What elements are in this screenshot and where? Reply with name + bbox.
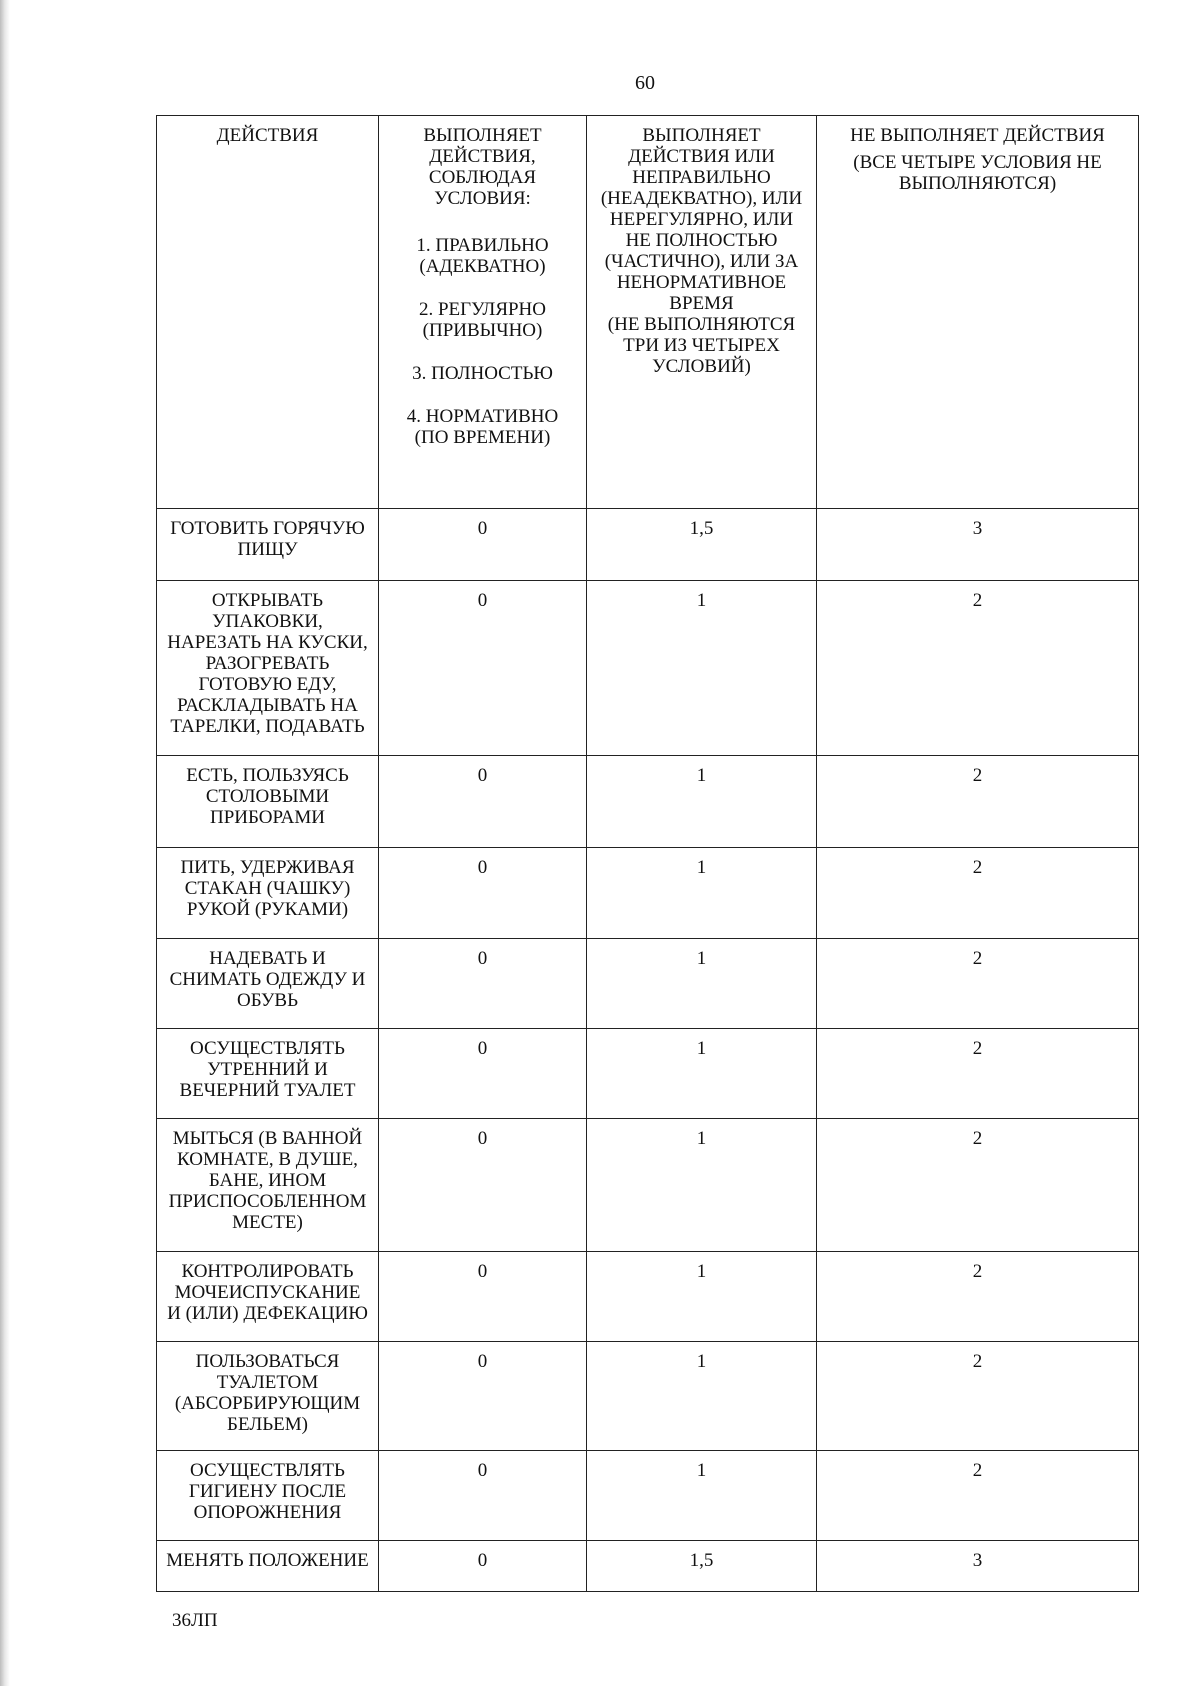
header-partial-label: ВЫПОЛНЯЕТ ДЕЙСТВИЯ ИЛИ НЕПРАВИЛЬНО (НЕАДЕКВАТНО), ИЛИ НЕРЕГУЛЯРНО, ИЛИ НЕ ПОЛНОСТЬЮ (ЧАСТИЧНО), ИЛИ ЗА НЕНОРМАТИВНОЕ ВРЕМЯ (НЕ ВЫПОЛНЯЮТСЯ ТРИ ИЗ ЧЕТЫРЕХ УСЛОВИЙ) — [600, 125, 803, 377]
score-none-cell — [817, 939, 1139, 1029]
score-none-cell — [817, 1029, 1139, 1119]
table-row — [157, 1451, 1139, 1541]
score-value: 0 — [477, 518, 488, 539]
header-none — [817, 116, 1139, 509]
score-value: 0 — [477, 765, 488, 786]
table-row — [157, 756, 1139, 848]
score-value: 1,5 — [689, 518, 714, 539]
table-row — [157, 1541, 1139, 1592]
condition-item: 3. ПОЛНОСТЬЮ — [412, 363, 553, 384]
conditions-list — [383, 235, 582, 448]
action-cell — [157, 939, 379, 1029]
score-value: 0 — [477, 1550, 488, 1571]
score-partial-cell — [587, 1119, 817, 1252]
action-cell — [157, 1541, 379, 1592]
score-partial-cell — [587, 581, 817, 756]
score-value: 1 — [696, 765, 707, 786]
action-label: КОНТРОЛИРОВАТЬ МОЧЕИСПУСКАНИЕ И (ИЛИ) ДЕФЕКАЦИЮ — [167, 1261, 368, 1324]
score-value: 3 — [972, 1550, 983, 1571]
score-value: 0 — [477, 590, 488, 611]
score-value: 1,5 — [689, 1550, 714, 1571]
score-partial-cell — [587, 1029, 817, 1119]
score-partial-cell — [587, 1451, 817, 1541]
score-none-cell — [817, 1541, 1139, 1592]
score-full-cell — [379, 1252, 587, 1342]
action-label: ПИТЬ, УДЕРЖИВАЯ СТАКАН (ЧАШКУ) РУКОЙ (РУКАМИ) — [180, 857, 355, 920]
score-value: 2 — [972, 1261, 983, 1282]
score-value: 0 — [477, 1128, 488, 1149]
table-row — [157, 1252, 1139, 1342]
score-value: 0 — [477, 948, 488, 969]
score-value: 1 — [696, 1351, 707, 1372]
action-cell — [157, 756, 379, 848]
table-row — [157, 939, 1139, 1029]
score-partial-cell — [587, 939, 817, 1029]
page-number: 60 — [635, 72, 655, 94]
table-row — [157, 1342, 1139, 1451]
action-cell — [157, 1119, 379, 1252]
score-value: 0 — [477, 1261, 488, 1282]
action-label: МЕНЯТЬ ПОЛОЖЕНИЕ — [166, 1550, 369, 1571]
table-row — [157, 581, 1139, 756]
score-full-cell — [379, 1342, 587, 1451]
footer-code: 36ЛП — [172, 1610, 218, 1631]
header-none-note: (ВСЕ ЧЕТЫРЕ УСЛОВИЯ НЕ ВЫПОЛНЯЮТСЯ) — [853, 152, 1102, 194]
score-value: 1 — [696, 1128, 707, 1149]
score-value: 0 — [477, 857, 488, 878]
action-label: МЫТЬСЯ (В ВАННОЙ КОМНАТЕ, В ДУШЕ, БАНЕ, ИНОМ ПРИСПОСОБЛЕННОМ МЕСТЕ) — [168, 1128, 367, 1233]
score-partial-cell — [587, 509, 817, 581]
score-value: 1 — [696, 1038, 707, 1059]
action-cell — [157, 1252, 379, 1342]
score-full-cell — [379, 581, 587, 756]
score-value: 2 — [972, 1351, 983, 1372]
score-none-cell — [817, 581, 1139, 756]
action-label: ПОЛЬЗОВАТЬСЯ ТУАЛЕТОМ (АБСОРБИРУЮЩИМ БЕЛЬЕМ) — [174, 1351, 361, 1435]
header-action-label: ДЕЙСТВИЯ — [216, 125, 319, 146]
assessment-table — [156, 115, 1139, 1592]
score-value: 2 — [972, 1460, 983, 1481]
score-value: 1 — [696, 1460, 707, 1481]
score-value: 1 — [696, 1261, 707, 1282]
action-cell — [157, 1451, 379, 1541]
score-partial-cell — [587, 1342, 817, 1451]
action-label: ОСУЩЕСТВЛЯТЬ УТРЕННИЙ И ВЕЧЕРНИЙ ТУАЛЕТ — [179, 1038, 356, 1101]
action-cell — [157, 1342, 379, 1451]
score-value: 2 — [972, 948, 983, 969]
action-cell — [157, 581, 379, 756]
condition-item: 4. НОРМАТИВНО (ПО ВРЕМЕНИ) — [406, 406, 559, 448]
score-partial-cell — [587, 848, 817, 939]
action-cell — [157, 1029, 379, 1119]
score-none-cell — [817, 509, 1139, 581]
table-row — [157, 848, 1139, 939]
score-partial-cell — [587, 1252, 817, 1342]
header-row — [157, 116, 1139, 509]
action-cell — [157, 848, 379, 939]
table-row — [157, 1119, 1139, 1252]
score-value: 0 — [477, 1351, 488, 1372]
score-none-cell — [817, 1342, 1139, 1451]
score-value: 1 — [696, 948, 707, 969]
header-none-title: НЕ ВЫПОЛНЯЕТ ДЕЙСТВИЯ — [850, 125, 1105, 146]
score-none-cell — [817, 1252, 1139, 1342]
header-action — [157, 116, 379, 509]
score-value: 2 — [972, 1038, 983, 1059]
header-full — [379, 116, 587, 509]
action-cell — [157, 509, 379, 581]
scan-edge — [0, 0, 10, 1686]
score-value: 2 — [972, 1128, 983, 1149]
condition-item: 2. РЕГУЛЯРНО (ПРИВЫЧНО) — [418, 299, 547, 341]
score-full-cell — [379, 756, 587, 848]
table-row — [157, 1029, 1139, 1119]
score-value: 0 — [477, 1460, 488, 1481]
condition-item: 1. ПРАВИЛЬНО (АДЕКВАТНО) — [416, 235, 549, 277]
table-row — [157, 509, 1139, 581]
score-none-cell — [817, 756, 1139, 848]
action-label: ОСУЩЕСТВЛЯТЬ ГИГИЕНУ ПОСЛЕ ОПОРОЖНЕНИЯ — [188, 1460, 347, 1523]
score-full-cell — [379, 509, 587, 581]
score-value: 2 — [972, 765, 983, 786]
score-value: 0 — [477, 1038, 488, 1059]
score-value: 3 — [972, 518, 983, 539]
header-full-title: ВЫПОЛНЯЕТ ДЕЙСТВИЯ, СОБЛЮДАЯ УСЛОВИЯ: — [423, 125, 542, 209]
action-label: НАДЕВАТЬ И СНИМАТЬ ОДЕЖДУ И ОБУВЬ — [169, 948, 366, 1011]
score-value: 1 — [696, 857, 707, 878]
score-partial-cell — [587, 756, 817, 848]
score-full-cell — [379, 1451, 587, 1541]
score-value: 2 — [972, 857, 983, 878]
score-partial-cell — [587, 1541, 817, 1592]
score-full-cell — [379, 1029, 587, 1119]
score-value: 1 — [696, 590, 707, 611]
score-none-cell — [817, 1451, 1139, 1541]
action-label: ЕСТЬ, ПОЛЬЗУЯСЬ СТОЛОВЫМИ ПРИБОРАМИ — [186, 765, 349, 828]
score-full-cell — [379, 1541, 587, 1592]
score-none-cell — [817, 1119, 1139, 1252]
score-full-cell — [379, 848, 587, 939]
action-label: ГОТОВИТЬ ГОРЯЧУЮ ПИЩУ — [170, 518, 365, 560]
action-label: ОТКРЫВАТЬ УПАКОВКИ, НАРЕЗАТЬ НА КУСКИ, РАЗОГРЕВАТЬ ГОТОВУЮ ЕДУ, РАСКЛАДЫВАТЬ НА ТАРЕЛКИ, ПОДАВАТЬ — [167, 590, 368, 737]
score-full-cell — [379, 939, 587, 1029]
score-full-cell — [379, 1119, 587, 1252]
score-value: 2 — [972, 590, 983, 611]
header-partial — [587, 116, 817, 509]
score-none-cell — [817, 848, 1139, 939]
